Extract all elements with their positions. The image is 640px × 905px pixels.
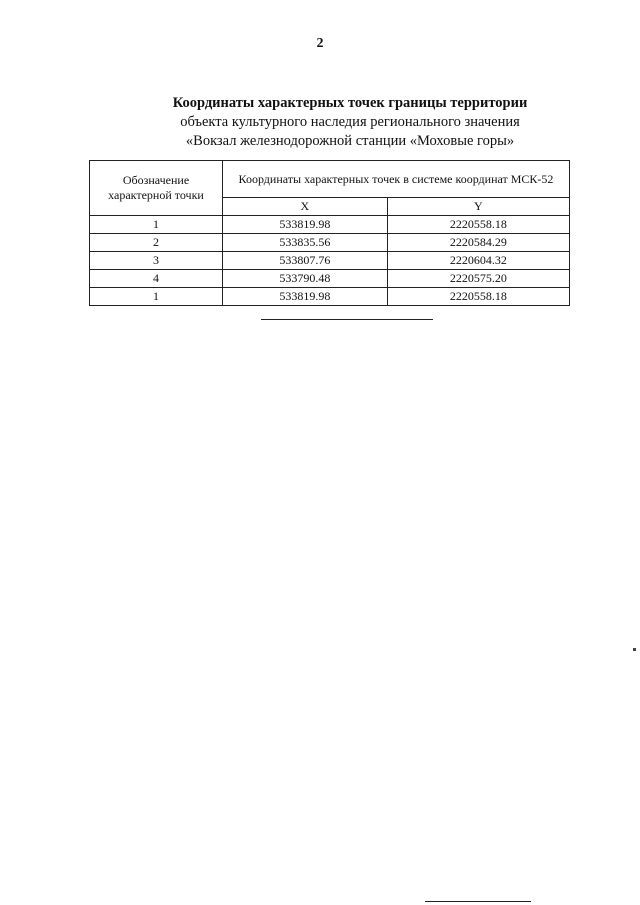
cell-x: 533819.98	[223, 216, 388, 234]
heading-title: Координаты характерных точек границы территории	[172, 95, 528, 111]
heading-subtitle: объекта культурного наследия регионального значения	[180, 114, 520, 130]
page-number: 2	[316, 36, 324, 51]
cell-y: 2220575.20	[387, 270, 569, 288]
cell-y: 2220558.18	[387, 216, 569, 234]
cell-point: 3	[90, 252, 223, 270]
cell-point: 1	[90, 288, 223, 306]
cell-x: 533835.56	[223, 234, 388, 252]
cell-x: 533819.98	[223, 288, 388, 306]
cell-x: 533790.48	[223, 270, 388, 288]
coordinates-table	[89, 160, 570, 306]
cell-point: 4	[90, 270, 223, 288]
cell-y: 2220584.29	[387, 234, 569, 252]
section-divider	[261, 319, 433, 320]
document-heading	[0, 94, 640, 151]
footer-rule	[425, 901, 531, 902]
cell-x: 533807.76	[223, 252, 388, 270]
column-header-coordinate-system: Координаты характерных точек в системе координат МСК-52	[223, 161, 570, 198]
table-row	[90, 216, 570, 234]
table-row	[90, 288, 570, 306]
column-header-x: X	[223, 198, 388, 216]
heading-object-name: «Вокзал железнодорожной станции «Моховые горы»	[185, 133, 515, 149]
table-row	[90, 234, 570, 252]
cell-point: 2	[90, 234, 223, 252]
table-row	[90, 252, 570, 270]
column-header-point: Обозначение характерной точки	[90, 161, 223, 216]
column-header-y: Y	[387, 198, 569, 216]
cell-point: 1	[90, 216, 223, 234]
scan-mark	[633, 648, 636, 651]
cell-y: 2220558.18	[387, 288, 569, 306]
cell-y: 2220604.32	[387, 252, 569, 270]
table-row	[90, 270, 570, 288]
